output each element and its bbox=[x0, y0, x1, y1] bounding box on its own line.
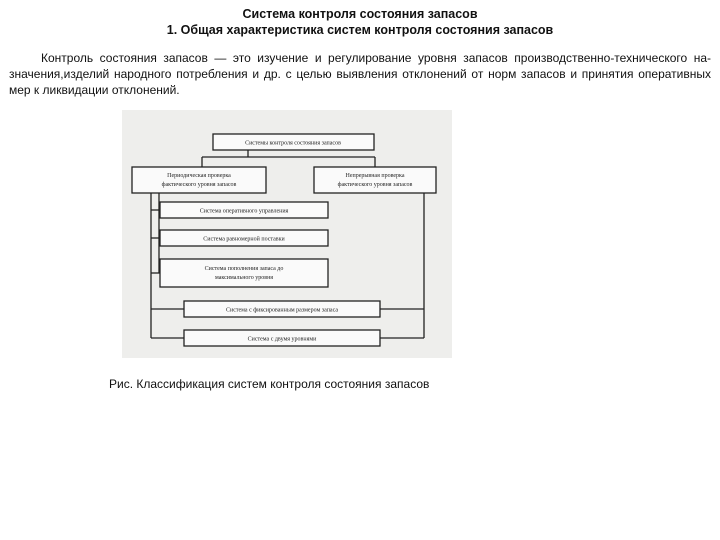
continuous-check-box bbox=[314, 167, 436, 193]
operative-system-label: Система оперативного управления bbox=[199, 208, 289, 215]
fixed-size-system-label: Система с фиксированным размером запаса bbox=[226, 307, 338, 314]
two-level-system-label: Система с двумя уровнями bbox=[247, 336, 317, 343]
figure-caption: Рис. Классификация систем контроля состояния запасов bbox=[109, 377, 430, 391]
root-label: Системы контроля состояния запасов bbox=[245, 140, 341, 147]
periodic-label-line1: Периодическая проверка bbox=[167, 173, 231, 179]
document-title: Система контроля состояния запасов bbox=[242, 7, 478, 21]
intro-paragraph: Контроль состояния запасов — это изучение и регулирование уровня запасов производственно-технического на-значения,изделий народного потребления и др. с целью выявления отклонений от норм запасов и принятия оперативных мер к ликвидации отклонений. bbox=[9, 51, 711, 97]
replenish-label-line1: Система пополнения запаса до bbox=[204, 266, 284, 272]
continuous-label-line1: Непрерывная проверка bbox=[345, 173, 405, 179]
periodic-label-line2: фактического уровня запасов bbox=[161, 182, 237, 188]
uniform-system-label: Система равномерной поставки bbox=[203, 236, 285, 243]
periodic-check-box bbox=[132, 167, 266, 193]
replenish-label-line2: максимального уровня bbox=[214, 275, 274, 281]
replenish-system-box bbox=[160, 259, 328, 287]
document-subtitle: 1. Общая характеристика систем контроля состояния запасов bbox=[166, 23, 554, 37]
continuous-label-line2: фактического уровня запасов bbox=[337, 182, 413, 188]
classification-diagram bbox=[122, 110, 452, 358]
